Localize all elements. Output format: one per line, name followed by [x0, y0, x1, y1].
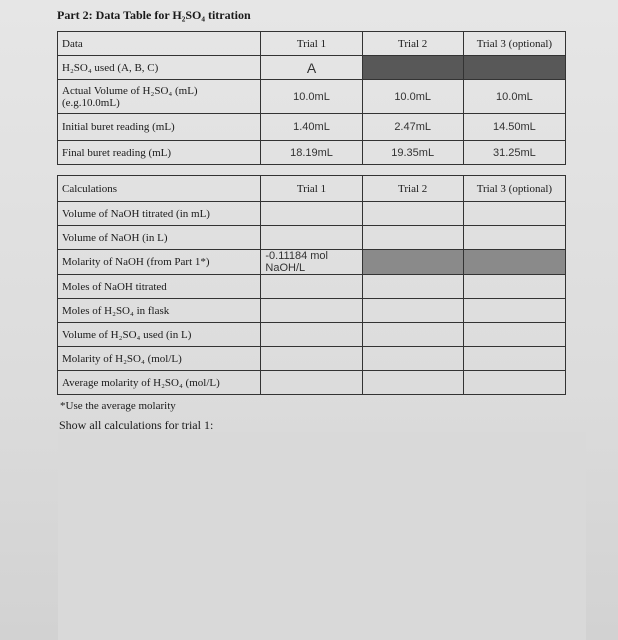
trial3-cell-shaded [463, 250, 565, 275]
data-header-label: Data [58, 32, 261, 56]
row-label: Final buret reading (mL) [58, 141, 261, 165]
calc-row [58, 250, 566, 275]
trial1-cell[interactable]: 10.0mL [261, 80, 362, 114]
row-label [58, 80, 261, 114]
row-label: Initial buret reading (mL) [58, 114, 261, 141]
row-label: Molarity of H₂SO₄ (mol/L) [58, 347, 261, 371]
row-label: Moles of NaOH titrated [58, 275, 261, 299]
row-label: Volume of NaOH titrated (in mL) [58, 202, 261, 226]
row-label-line1: Actual Volume of H₂SO₄ (mL) [62, 84, 198, 97]
calculations-table [57, 175, 566, 395]
trial2-cell[interactable] [362, 347, 463, 371]
trial2-cell[interactable] [362, 299, 463, 323]
trial3-cell[interactable]: 31.25mL [463, 141, 565, 165]
row-label: Volume of NaOH (in L) [58, 226, 261, 250]
data-header-trial3: Trial 3 (optional) [463, 32, 565, 56]
trial3-cell[interactable] [463, 323, 565, 347]
trial2-cell[interactable]: 2.47mL [362, 114, 463, 141]
empty-cell [362, 371, 463, 395]
trial2-cell[interactable] [362, 323, 463, 347]
row-label-line2: (e.g.10.0mL) [62, 96, 120, 109]
trial3-cell[interactable] [463, 226, 565, 250]
data-header-trial2: Trial 2 [362, 32, 463, 56]
calc-header-trial3: Trial 3 (optional) [463, 176, 565, 202]
data-table [57, 31, 566, 165]
footnote: *Use the average molarity [60, 400, 176, 412]
trial3-cell-shaded [463, 56, 565, 80]
trial3-cell[interactable] [463, 202, 565, 226]
row-label: Volume of H₂SO₄ used (in L) [58, 323, 261, 347]
page-title: Part 2: Data Table for H₂SO₄ titration [57, 8, 251, 22]
calc-header-trial1: Trial 1 [261, 176, 362, 202]
trial3-cell[interactable]: 14.50mL [463, 114, 565, 141]
trial3-cell[interactable]: 10.0mL [463, 80, 565, 114]
trial2-cell[interactable] [362, 275, 463, 299]
data-row-final [58, 141, 566, 165]
calc-header-trial2: Trial 2 [362, 176, 463, 202]
row-label: H₂SO₄ used (A, B, C) [58, 56, 261, 80]
empty-cell [463, 371, 565, 395]
calc-row [58, 347, 566, 371]
calc-row [58, 299, 566, 323]
data-row-volume [58, 80, 566, 114]
calc-header-row [58, 176, 566, 202]
calc-row [58, 323, 566, 347]
trial2-cell[interactable]: 19.35mL [362, 141, 463, 165]
trial1-cell[interactable]: A [261, 56, 362, 80]
row-label: Average molarity of H₂SO₄ (mol/L) [58, 371, 261, 395]
trial1-cell[interactable] [261, 347, 362, 371]
trial2-cell[interactable]: 10.0mL [362, 80, 463, 114]
calculation-answer-area[interactable] [58, 432, 586, 640]
trial2-cell[interactable] [362, 202, 463, 226]
trial3-cell[interactable] [463, 347, 565, 371]
trial1-cell[interactable] [261, 202, 362, 226]
trial2-cell-shaded [362, 250, 463, 275]
trial1-cell[interactable] [261, 323, 362, 347]
row-label: Moles of H₂SO₄ in flask [58, 299, 261, 323]
trial1-cell[interactable] [261, 226, 362, 250]
data-header-trial1: Trial 1 [261, 32, 362, 56]
trial2-cell[interactable] [362, 226, 463, 250]
data-row-initial [58, 114, 566, 141]
trial1-cell[interactable]: 18.19mL [261, 141, 362, 165]
show-calculations-prompt: Show all calculations for trial 1: [59, 418, 214, 432]
trial1-cell[interactable] [261, 299, 362, 323]
average-cell[interactable] [261, 371, 362, 395]
calc-row-average [58, 371, 566, 395]
calc-row [58, 226, 566, 250]
trial1-cell[interactable]: -0.11184 mol NaOH/L [261, 250, 362, 275]
trial1-cell[interactable]: 1.40mL [261, 114, 362, 141]
trial3-cell[interactable] [463, 275, 565, 299]
data-header-row [58, 32, 566, 56]
trial1-cell[interactable] [261, 275, 362, 299]
trial3-cell[interactable] [463, 299, 565, 323]
data-row-h2so4-used [58, 56, 566, 80]
row-label: Molarity of NaOH (from Part 1*) [58, 250, 261, 275]
trial2-cell-shaded [362, 56, 463, 80]
calc-row [58, 275, 566, 299]
calc-header-label: Calculations [58, 176, 261, 202]
calc-row [58, 202, 566, 226]
